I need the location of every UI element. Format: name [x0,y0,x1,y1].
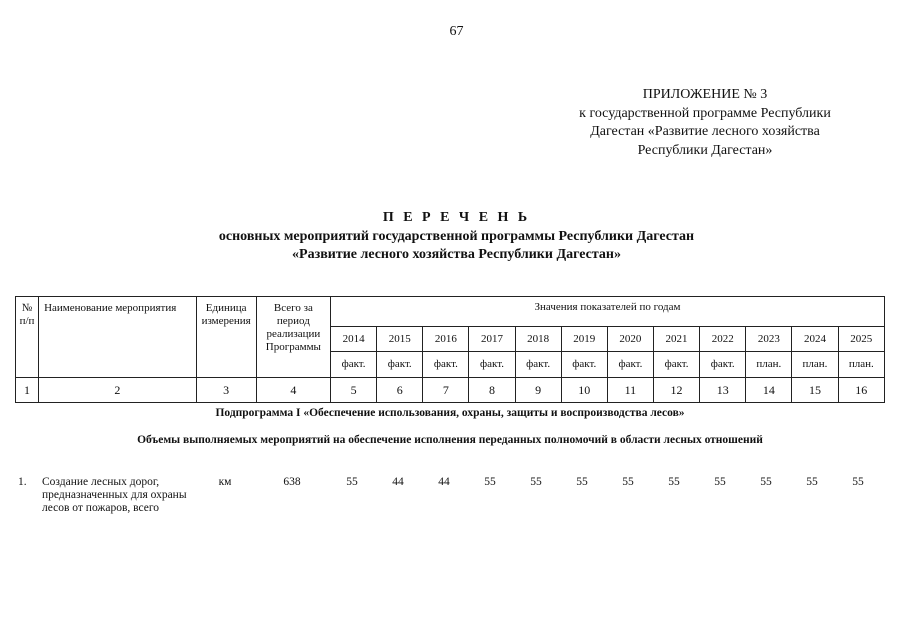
value-type-header: факт. [561,352,607,378]
appendix-block [540,86,870,160]
column-number: 6 [377,378,423,403]
year-header: 2022 [700,327,746,352]
column-number: 9 [515,378,561,403]
page-number: 67 [449,24,464,39]
column-number: 15 [792,378,838,403]
row-unit: км [218,476,232,488]
value-type-header: факт. [653,352,699,378]
appendix-line: Дагестан «Развитие лесного хозяйства [590,124,820,139]
title-heading: П Е Р Е Ч Е Н Ь [382,210,531,225]
row-year-value: 55 [668,476,680,488]
row-year-value: 55 [806,476,818,488]
year-header: 2014 [331,327,377,352]
value-type-header: план. [792,352,838,378]
header-values-group: Значения показателей по годам [331,297,885,327]
header-total: Всего за период реализации Программы [256,297,330,378]
column-number: 5 [331,378,377,403]
year-header: 2018 [515,327,561,352]
row-year-value: 55 [576,476,588,488]
row-year-value: 55 [852,476,864,488]
row-year-value: 55 [484,476,496,488]
year-header: 2015 [377,327,423,352]
year-header: 2016 [423,327,469,352]
row-activity-name: Создание лесных дорог, предназначенных для охраны лесов от пожаров, всего [42,476,187,514]
column-number: 1 [16,378,39,403]
header-num: № п/п [16,297,39,378]
value-type-header: план. [838,352,884,378]
value-type-header: факт. [423,352,469,378]
value-type-header: план. [746,352,792,378]
row-total: 638 [283,476,301,488]
appendix-line: к государственной программе Республики [579,105,831,121]
column-number: 8 [469,378,515,403]
year-header: 2025 [838,327,884,352]
value-type-header: факт. [700,352,746,378]
header-name: Наименование мероприятия [39,297,197,378]
title-line-2: «Развитие лесного хозяйства Республики Дагестан» [292,247,621,262]
row-number: 1. [18,476,27,488]
column-number: 12 [653,378,699,403]
column-number: 13 [700,378,746,403]
row-year-value: 55 [346,476,358,488]
column-number: 14 [746,378,792,403]
value-type-header: факт. [469,352,515,378]
column-number: 16 [838,378,884,403]
subprogram-heading: Подпрограмма I «Обеспечение использования, охраны, защиты и воспроизводства лесов» [215,407,685,419]
year-header: 2020 [607,327,653,352]
value-type-header: факт. [607,352,653,378]
volumes-heading: Объемы выполняемых мероприятий на обеспечение исполнения переданных полномочий в области лесных отношений [137,434,763,446]
value-type-header: факт. [515,352,561,378]
value-type-header: факт. [331,352,377,378]
header-unit: Единица измерения [196,297,256,378]
column-number: 3 [196,378,256,403]
year-header: 2019 [561,327,607,352]
activities-table [15,296,885,403]
appendix-line: Республики Дагестан» [637,142,773,158]
year-header: 2024 [792,327,838,352]
year-header: 2023 [746,327,792,352]
appendix-line: ПРИЛОЖЕНИЕ № 3 [642,87,768,102]
column-number: 7 [423,378,469,403]
value-type-header: факт. [377,352,423,378]
column-number: 11 [607,378,653,403]
title-line-1: основных мероприятий государственной программы Республики Дагестан [218,228,695,244]
row-year-value: 44 [438,476,450,488]
row-year-value: 44 [392,476,404,488]
column-number: 2 [39,378,197,403]
column-number: 4 [256,378,330,403]
row-year-value: 55 [622,476,634,488]
row-year-value: 55 [760,476,772,488]
document-title [0,209,913,265]
column-numbers-row [16,378,885,403]
year-header: 2017 [469,327,515,352]
row-year-value: 55 [530,476,542,488]
row-year-value: 55 [714,476,726,488]
column-number: 10 [561,378,607,403]
year-header: 2021 [653,327,699,352]
